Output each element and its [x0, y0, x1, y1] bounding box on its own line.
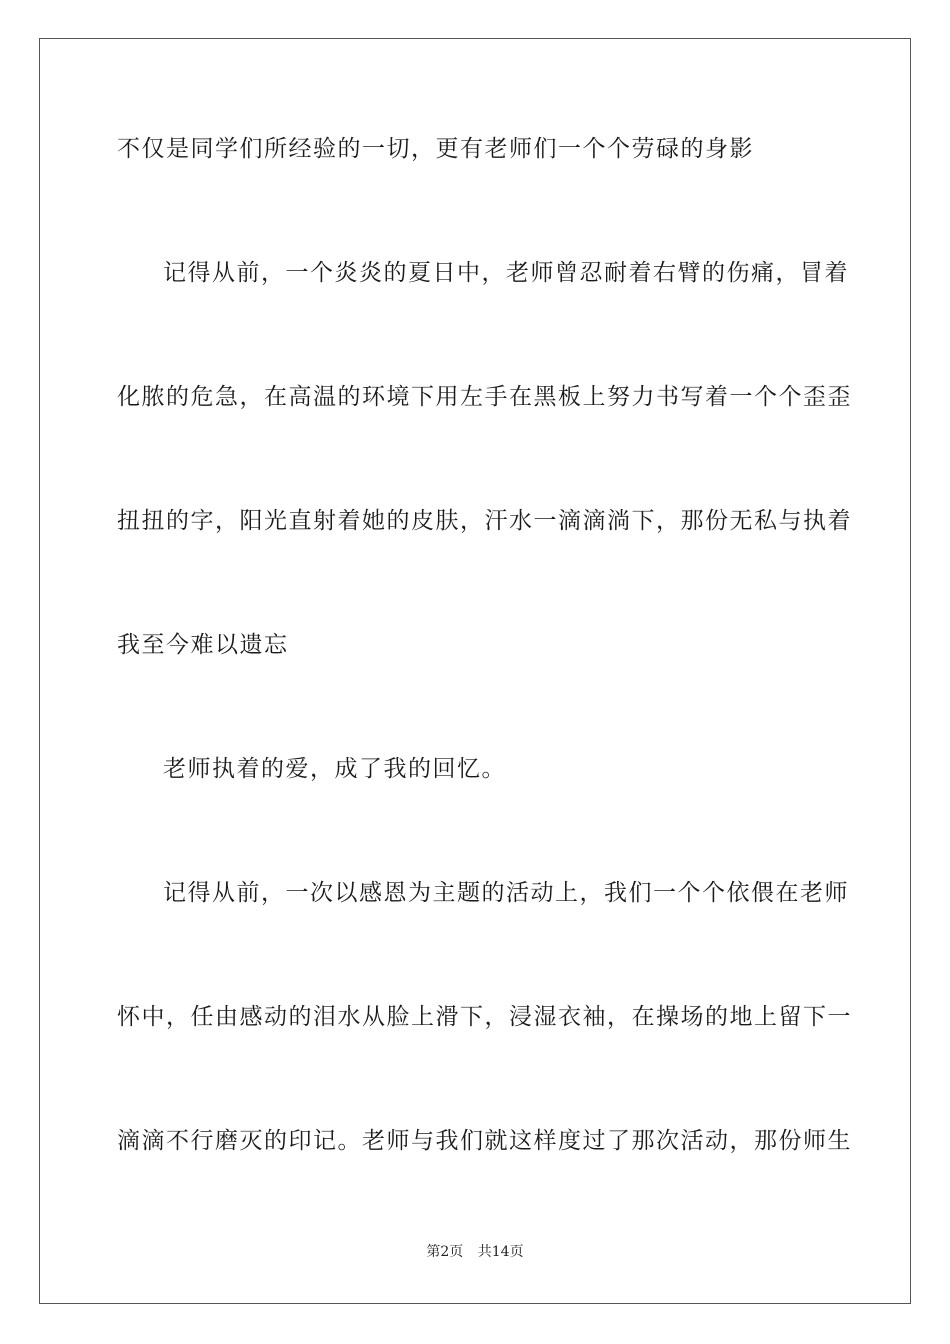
page-border — [39, 38, 911, 1304]
text-line-4: 扭扭的字，阳光直射着她的皮肤，汗水一滴滴淌下，那份无私与执着 — [117, 508, 852, 534]
text-line-8: 怀中，任由感动的泪水从脸上滑下，浸湿衣袖，在操场的地上留下一 — [117, 1004, 852, 1030]
text-line-3: 化脓的危急，在高温的环境下用左手在黑板上努力书写着一个个歪歪 — [117, 384, 852, 410]
text-line-7: 记得从前，一次以感恩为主题的活动上，我们一个个依偎在老师 — [163, 880, 849, 906]
page-number: 第2页 — [426, 1244, 464, 1260]
page-footer — [0, 1243, 950, 1261]
text-line-2: 记得从前，一个炎炎的夏日中，老师曾忍耐着右臂的伤痛，冒着 — [163, 260, 849, 286]
text-line-1: 不仅是同学们所经验的一切，更有老师们一个个劳碌的身影 — [117, 136, 754, 162]
text-line-6: 老师执着的爱，成了我的回忆。 — [163, 756, 506, 782]
page-total: 共14页 — [477, 1244, 524, 1260]
text-line-5: 我至今难以遗忘 — [117, 632, 289, 658]
text-line-9: 滴滴不行磨灭的印记。老师与我们就这样度过了那次活动，那份师生 — [117, 1128, 852, 1154]
